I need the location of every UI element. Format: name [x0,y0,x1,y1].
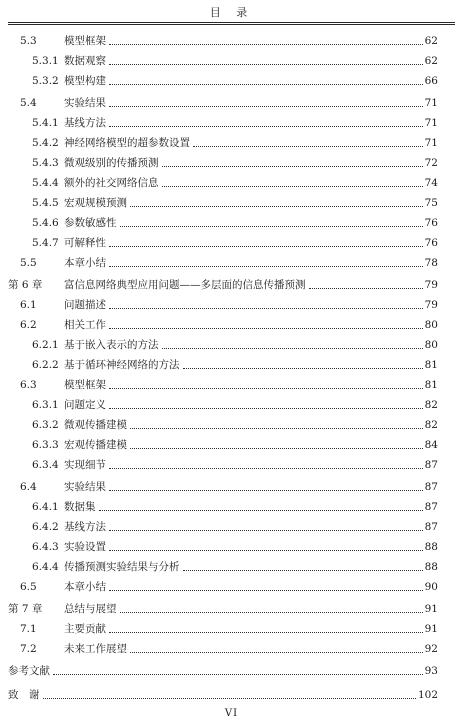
toc-entry-title: 本章小结 [64,257,106,269]
toc-entry[interactable] [20,252,438,270]
toc-entry-page: 81 [424,379,438,391]
toc-entry[interactable] [32,556,438,574]
toc-entry-title: 未来工作展望 [64,643,127,655]
toc-entry-page: 62 [424,35,438,47]
toc-entry-number: 5.4.4 [32,177,59,189]
toc-entry-page: 87 [424,501,438,513]
toc-entry-number: 7.1 [20,623,37,635]
dot-leader [120,611,423,613]
dot-leader [109,265,423,267]
toc-entry-number: 6.4.1 [32,501,59,513]
toc-entry-number: 5.4.5 [32,197,59,209]
dot-leader [109,43,423,45]
toc-entry-page: 79 [424,299,438,311]
toc-entry-title: 参考文献 [8,665,50,677]
toc-entry-title: 主要贡献 [64,623,106,635]
toc-entry[interactable] [32,50,438,68]
toc-entry-page: 71 [424,137,438,149]
toc-entry-page: 88 [424,541,438,553]
toc-entry-page: 93 [424,665,438,677]
toc-entry-title: 数据观察 [64,55,106,67]
dot-leader [43,697,416,699]
toc-entry-number: 5.4.3 [32,157,59,169]
toc-entry-title: 总结与展望 [64,603,117,615]
dot-leader [183,367,423,369]
toc-entry-number: 5.4.6 [32,217,59,229]
dot-leader [130,447,423,449]
toc-entry-number: 6.1 [20,299,37,311]
toc-entry-title: 微观传播建模 [64,419,127,431]
toc-entry[interactable] [8,274,438,292]
toc-entry-number: 5.3.2 [32,75,59,87]
toc-entry-number: 5.4.1 [32,117,59,129]
dot-leader [109,589,423,591]
toc-entry-number: 5.3.1 [32,55,59,67]
toc-entry-number: 第 6 章 [8,279,43,291]
toc-entry[interactable] [32,496,438,514]
toc-entry[interactable] [32,132,438,150]
toc-entry-title: 基线方法 [64,117,106,129]
dot-leader [99,509,423,511]
toc-entry-title: 本章小结 [64,581,106,593]
toc-entry-number: 5.4.2 [32,137,59,149]
dot-leader [109,125,423,127]
toc-entry-page: 75 [424,197,438,209]
toc-entry-title: 问题描述 [64,299,106,311]
toc-entry-page: 82 [424,419,438,431]
toc-entry[interactable] [20,638,438,656]
dot-leader [130,427,423,429]
dot-leader [162,347,423,349]
page-number-footer: VI [224,708,239,719]
toc-entry[interactable] [20,476,438,494]
toc-entry[interactable] [20,294,438,312]
toc-entry-page: 82 [424,399,438,411]
toc-entry[interactable] [20,30,438,48]
toc-entry[interactable] [32,334,438,352]
toc-entry-number: 6.4 [20,481,37,493]
toc-entry[interactable] [20,576,438,594]
toc-entry-number: 6.3.3 [32,439,59,451]
toc-entry[interactable] [32,434,438,452]
toc-entry-title: 模型构建 [64,75,106,87]
toc-entry-page: 76 [424,217,438,229]
toc-entry-title: 问题定义 [64,399,106,411]
toc-entry[interactable] [32,516,438,534]
dot-leader [109,489,423,491]
toc-entry[interactable] [32,112,438,130]
toc-entry-page: 87 [424,481,438,493]
dot-leader [130,205,423,207]
dot-leader [109,327,423,329]
toc-entry-number: 第 7 章 [8,603,43,615]
toc-entry[interactable] [32,354,438,372]
toc-entry-page: 74 [424,177,438,189]
toc-entry-title: 宏观传播建模 [64,439,127,451]
toc-entry-number: 7.2 [20,643,37,655]
dot-leader [53,673,423,675]
toc-entry[interactable] [20,92,438,110]
dot-leader [130,651,423,653]
dot-leader [109,529,423,531]
toc-entry-title: 微观级别的传播预测 [64,157,159,169]
toc-entry-title: 实现细节 [64,459,106,471]
toc-entry-title: 实验设置 [64,541,106,553]
toc-entry-page: 71 [424,117,438,129]
toc-entry-page: 76 [424,237,438,249]
toc-entry-page: 87 [424,521,438,533]
toc-entry-title: 数据集 [64,501,96,513]
toc-entry-page: 72 [424,157,438,169]
toc-entry[interactable] [32,172,438,190]
toc-entry-title: 神经网络模型的超参数设置 [64,137,190,149]
toc-entry[interactable] [8,684,438,702]
header-divider-secondary [8,24,455,25]
toc-entry-number: 6.3.2 [32,419,59,431]
toc-entry-page: 81 [424,359,438,371]
toc-entry[interactable] [32,454,438,472]
toc-entry[interactable] [32,232,438,250]
toc-entry[interactable] [8,660,438,678]
toc-entry-title: 实验结果 [64,481,106,493]
toc-entry-title: 致 谢 [8,689,40,701]
dot-leader [109,549,423,551]
dot-leader [162,165,423,167]
dot-leader [109,307,423,309]
toc-entry-page: 79 [424,279,438,291]
toc-entry[interactable] [20,618,438,636]
toc-entry-title: 可解释性 [64,237,106,249]
toc-entry-title: 基于循环神经网络的方法 [64,359,180,371]
toc-entry-number: 5.5 [20,257,37,269]
toc-entry-page: 87 [424,459,438,471]
toc-entry-number: 5.3 [20,35,37,47]
toc-entry[interactable] [32,394,438,412]
toc-entry[interactable] [32,536,438,554]
toc-entry-page: 78 [424,257,438,269]
toc-entry[interactable] [32,70,438,88]
toc-entry-number: 5.4.7 [32,237,59,249]
dot-leader [109,245,423,247]
dot-leader [109,631,423,633]
toc-entry[interactable] [32,414,438,432]
toc-entry[interactable] [32,212,438,230]
toc-entry-page: 71 [424,97,438,109]
toc-entry-title: 富信息网络典型应用问题——多层面的信息传播预测 [64,279,306,291]
dot-leader [109,83,423,85]
toc-entry-title: 模型框架 [64,379,106,391]
toc-entry-number: 6.4.4 [32,561,59,573]
toc-entry-number: 5.4 [20,97,37,109]
toc-entry-page: 62 [424,55,438,67]
toc-entry-page: 66 [424,75,438,87]
toc-entry-number: 6.4.2 [32,521,59,533]
toc-entry-page: 88 [424,561,438,573]
dot-leader [193,145,423,147]
dot-leader [162,185,423,187]
toc-entry-title: 相关工作 [64,319,106,331]
toc-entry[interactable] [32,192,438,210]
header-divider [8,22,455,23]
toc-entry-title: 额外的社交网络信息 [64,177,159,189]
toc-entry-page: 80 [424,319,438,331]
dot-leader [309,287,423,289]
toc-entry-number: 6.2.2 [32,359,59,371]
dot-leader [109,105,423,107]
toc-entry-number: 6.2.1 [32,339,59,351]
toc-entry-title: 宏观规模预测 [64,197,127,209]
toc-entry-title: 模型框架 [64,35,106,47]
toc-entry-page: 91 [424,623,438,635]
toc-entry-page: 91 [424,603,438,615]
dot-leader [109,467,423,469]
toc-entry-title: 参数敏感性 [64,217,117,229]
dot-leader [183,569,423,571]
toc-entry[interactable] [20,374,438,392]
toc-entry-title: 基于嵌入表示的方法 [64,339,159,351]
toc-entry-page: 102 [417,689,438,701]
toc-entry-number: 6.5 [20,581,37,593]
toc-entry-page: 92 [424,643,438,655]
toc-entry[interactable] [8,598,438,616]
toc-entry-title: 基线方法 [64,521,106,533]
page-header-title: 目 录 [209,6,254,19]
dot-leader [109,387,423,389]
dot-leader [109,407,423,409]
toc-entry-number: 6.4.3 [32,541,59,553]
toc-entry-number: 6.3.1 [32,399,59,411]
toc-entry-number: 6.3 [20,379,37,391]
dot-leader [109,63,423,65]
toc-entry-title: 实验结果 [64,97,106,109]
toc-entry[interactable] [32,152,438,170]
toc-entry-number: 6.2 [20,319,37,331]
toc-entry-page: 84 [424,439,438,451]
dot-leader [120,225,423,227]
toc-entry[interactable] [20,314,438,332]
toc-entry-title: 传播预测实验结果与分析 [64,561,180,573]
toc-entry-page: 90 [424,581,438,593]
toc-entry-number: 6.3.4 [32,459,59,471]
toc-entry-page: 80 [424,339,438,351]
